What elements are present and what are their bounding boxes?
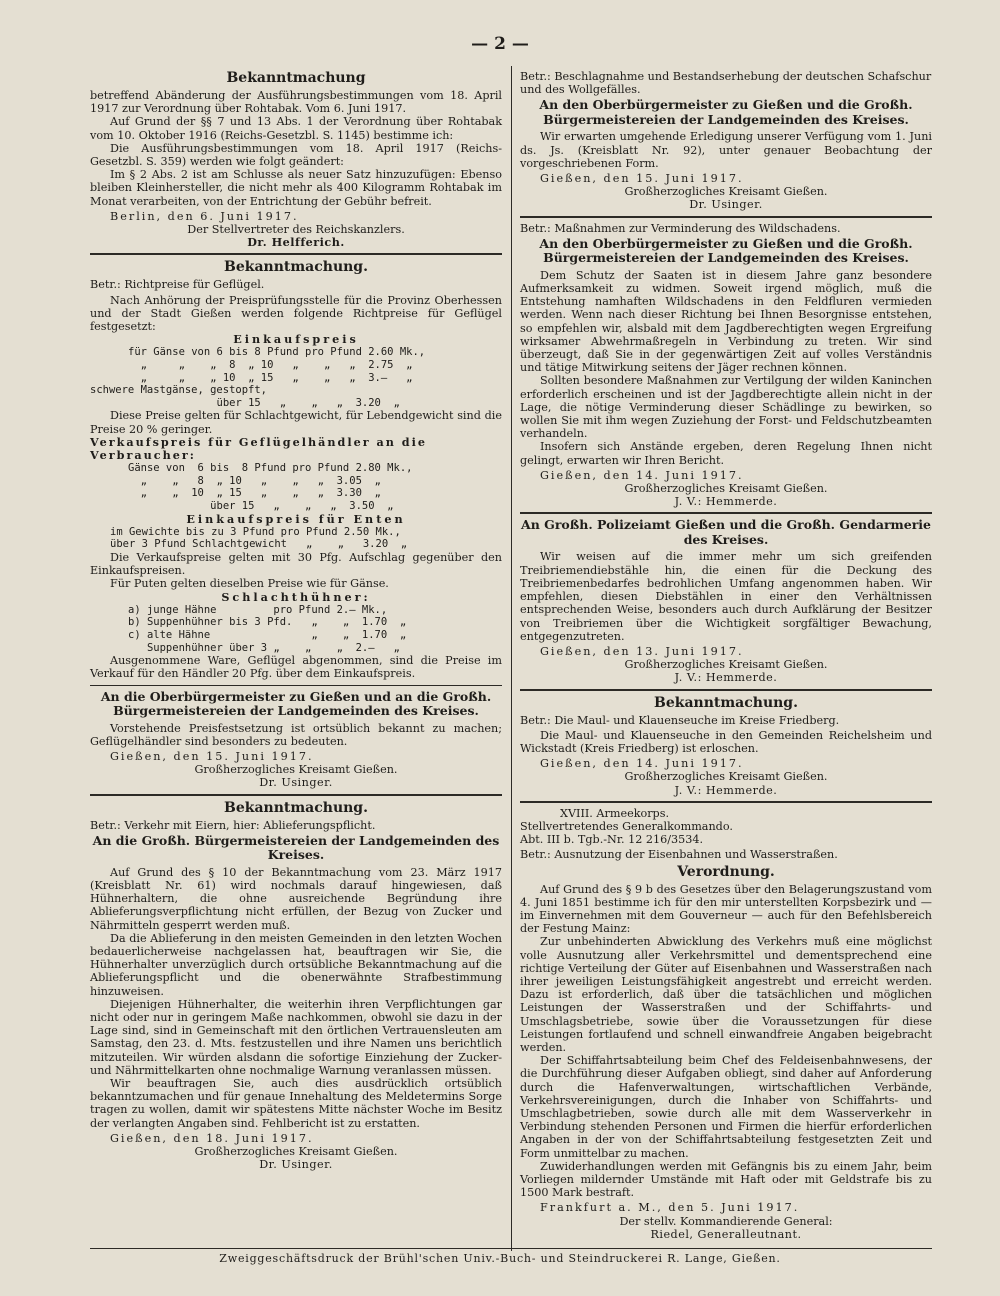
notice-maulseuche	[520, 695, 932, 797]
paragraph: Auf Grund der §§ 7 und 13 Abs. 1 der Verordnung über Rohtabak vom 10. Oktober 1916 (Reichs-Gesetzbl. S. 1145) bestimme ich:	[90, 115, 502, 142]
notice-richtpreise-gefluegel	[90, 259, 502, 680]
section-title: Bekanntmachung.	[224, 259, 368, 276]
issuing-office: Großherzogliches Kreisamt Gießen.	[624, 770, 828, 784]
notice-treibriemen	[520, 518, 932, 684]
price-line: b) Suppenhühner bis 3 Pfd. „ „ 1.70 „	[128, 616, 407, 629]
subject-line: Betr.: Verkehr mit Eiern, hier: Ablieferungspflicht.	[90, 818, 376, 832]
section-title: Bekanntmachung.	[224, 799, 368, 816]
paragraph: Nach Anhörung der Preisprüfungsstelle für die Provinz Oberhessen und der Stadt Gießen werden folgende Richtpreise für Geflügel festgesetzt:	[90, 293, 502, 334]
subject-line: Betr.: Ausnutzung der Eisenbahnen und Wasserstraßen.	[520, 848, 838, 862]
paragraph: Insofern sich Anstände ergeben, deren Regelung Ihnen nicht gelingt, erwarten wir Ihren Bericht.	[520, 440, 932, 467]
addressee: An den Oberbürgermeister zu Gießen und die Großh. Bürgermeistereien der Landgemeinden des Kreises.	[539, 97, 913, 127]
section-rule	[520, 801, 932, 803]
price-line: „ „ 8 „ 10 „ „ „ 3.05 „	[128, 474, 381, 487]
addressee: An die Oberbürgermeister zu Gießen und an die Großh. Bürgermeistereien der Landgemeinden des Kreises.	[100, 688, 492, 719]
section-rule	[520, 512, 932, 514]
left-column	[90, 68, 502, 1171]
price-line: „ „ „ 10 „ 15 „ „ „ 3.— „	[128, 371, 413, 384]
price-line: über 15 „ „ „ 3.50 „	[128, 500, 394, 513]
section-title: Verordnung.	[677, 863, 775, 880]
section-title: Bekanntmachung	[226, 70, 366, 86]
command-header: Stellvertretendes Generalkommando.	[520, 819, 733, 833]
paragraph: Vorstehende Preisfestsetzung ist ortsüblich bekannt zu machen; Geflügelhändler sind besonders zu bedeuten.	[90, 721, 502, 748]
place-date: Berlin, den 6. Juni 1917.	[110, 209, 299, 223]
command-header: XVIII. Armeekorps.	[560, 806, 670, 820]
paragraph: Der Schiffahrtsabteilung beim Chef des Feldeisenbahnwesens, der die Durchführung dieser Aufgaben obliegt, sind daher auf Anforderung durch die Hafenverwaltungen, wirtschaftlichen Verbände, Verkehrsvereinigungen, durch die Inhaber von Schiffahrts- und Umschlagbetrieben, sowie durch alle mit dem Wasserverkehr in Verbindung stehenden Personen und Firmen die hierfür erforderlichen Angaben in der von der Schiffahrtsabteilung festgesetzten Zeit und Form unmittelbar zu machen.	[520, 1054, 932, 1160]
section-rule	[90, 253, 502, 255]
paragraph: Im § 2 Abs. 2 ist am Schlusse als neuer Satz hinzuzufügen: Ebenso bleiben Kleinhersteller, die nicht mehr als 400 Kilogramm Rohtabak im Monat verarbeiten, von der Entrichtung der Gebühr befreit.	[90, 168, 502, 208]
section-rule	[90, 794, 502, 796]
price-line: „ „ „ 8 „ 10 „ „ „ 2.75 „	[128, 359, 413, 372]
right-column	[520, 68, 932, 1241]
price-heading: Einkaufspreis	[233, 332, 359, 347]
signature: Dr. Helfferich.	[247, 235, 345, 250]
place-date: Gießen, den 13. Juni 1917.	[540, 644, 744, 658]
subject-line: Betr.: Beschlagnahme und Bestandserhebung der deutschen Schafschur und des Wollgefälles.	[520, 70, 932, 97]
notice-wildschaden	[520, 222, 932, 509]
addressee: An die Großh. Bürgermeistereien der Landgemeinden des Kreises.	[92, 832, 500, 863]
issuing-office: Der stellv. Kommandierende General:	[619, 1214, 833, 1228]
price-line: schwere Mastgänse, gestopft,	[90, 384, 268, 397]
paragraph: Wir erwarten umgehende Erledigung unserer Verfügung vom 1. Juni ds. Js. (Kreisblatt Nr. 92), unter genauer Beobachtung der vorgeschriebenen Form.	[520, 130, 932, 170]
notice-preisfestsetzung	[90, 690, 502, 790]
place-date: Gießen, den 14. Juni 1917.	[540, 468, 744, 482]
paragraph: Zuwiderhandlungen werden mit Gefängnis bis zu einem Jahr, beim Vorliegen mildernder Umstände mit Haft oder mit Geldstrafe bis zu 1500 Mark bestraft.	[520, 1159, 932, 1200]
subject-line: Betr.: Die Maul- und Klauenseuche im Kreise Friedberg.	[520, 713, 840, 727]
notice-verordnung-wasserstrassen	[520, 807, 932, 1241]
command-header: Abt. III b. Tgb.-Nr. 12 216/3534.	[520, 833, 704, 847]
place-date: Gießen, den 18. Juni 1917.	[110, 1131, 314, 1145]
paragraph: betreffend Abänderung der Ausführungsbestimmungen vom 18. April 1917 zur Verordnung über Rohtabak. Vom 6. Juni 1917.	[90, 89, 502, 116]
paragraph: Die Verkaufspreise gelten mit 30 Pfg. Aufschlag gegenüber den Einkaufspreisen.	[90, 551, 502, 578]
price-heading: Einkaufspreis für Enten	[186, 511, 406, 526]
paragraph: Wir beauftragen Sie, auch dies ausdrücklich ortsüblich bekanntzumachen und für genaue Innehaltung des Meldetermins Sorge tragen zu wollen, damit wir spätestens Mitte nächster Woche im Besitz der verlangten Angaben sind. Fehlbericht ist zu erstatten.	[90, 1077, 502, 1130]
section-rule	[90, 685, 502, 686]
paragraph: Da die Ablieferung in den meisten Gemeinden in den letzten Wochen bedauerlicherweise nachgelassen hat, beauftragen wir Sie, die Hühnerhalter unverzüglich durch ortsübliche Bekanntmachung auf die Ablieferungspflicht und die obenerwähnte Strafbestimmung hinzuweisen.	[90, 931, 502, 998]
place-date: Frankfurt a. M., den 5. Juni 1917.	[540, 1201, 800, 1215]
signature: Dr. Usinger.	[259, 776, 333, 790]
paragraph: Diejenigen Hühnerhalter, die weiterhin ihren Verpflichtungen gar nicht oder nur in geringem Maße nachkommen, obwohl sie dazu in der Lage sind, sind in Gemeinschaft mit den örtlichen Vertrauensleuten am Samstag, den 23. d. Mts. festzustellen und ihre Namen uns berichtlich mitzuteilen. Wir würden alsdann die sofortige Einziehung der Zucker- und Nährmittelkarten ohne nochmalige Warnung veranlassen müssen.	[90, 997, 502, 1077]
price-line: Gänse von 6 bis 8 Pfund pro Pfund 2.80 Mk.,	[128, 462, 413, 475]
issuing-office: Großherzogliches Kreisamt Gießen.	[194, 1145, 398, 1159]
place-date: Gießen, den 15. Juni 1917.	[540, 172, 744, 186]
price-line: Suppenhühner über 3 „ „ „ 2.— „	[128, 641, 400, 654]
section-rule	[520, 689, 932, 691]
signature: Riedel, Generalleutnant.	[650, 1227, 802, 1241]
signature: J. V.: Hemmerde.	[674, 671, 778, 685]
price-line: a) junge Hähne pro Pfund 2.— Mk.,	[128, 603, 388, 616]
notice-schafschur	[520, 70, 932, 212]
section-rule	[520, 216, 932, 218]
price-line: c) alte Hähne „ „ 1.70 „	[128, 629, 407, 641]
paragraph: Sollten besondere Maßnahmen zur Vertilgung der wilden Kaninchen erforderlich erscheinen und ist der Jagdberechtigte allein nicht in der Lage, die nötige Verminderung dieser Schädlinge zu bewirken, so wollen Sie mit ihm wegen Zuziehung der Forst- und Feldschutzbeamten verhandeln.	[520, 374, 932, 441]
paragraph: Wir weisen auf die immer mehr um sich greifenden Treibriemendiebstähle hin, die einen für die Deckung des Treibriemenbedarfes bedrohlichen Umfang angenommen haben. Wir empfehlen, diesen Diebstählen in einer den Verhältnissen entsprechenden Weise, besonders auch durch Aufklärung der Besitzer von Treibriemen über die Wichtigkeit sorgfältiger Bewachung, entgegenzutreten.	[520, 550, 932, 643]
page-number: — 2 —	[471, 34, 529, 54]
subject-line: Betr.: Richtpreise für Geflügel.	[90, 278, 265, 292]
place-date: Gießen, den 15. Juni 1917.	[110, 750, 314, 763]
paragraph: Die Maul- und Klauenseuche in den Gemeinden Reichelsheim und Wickstadt (Kreis Friedberg) ist erloschen.	[520, 728, 932, 755]
column-divider	[511, 66, 512, 1251]
printer-footer: Zweiggeschäftsdruck der Brühl'schen Univ.-Buch- und Steindruckerei R. Lange, Gießen.	[219, 1252, 781, 1265]
subject-line: Betr.: Maßnahmen zur Verminderung des Wildschadens.	[520, 221, 841, 235]
price-heading: Verkaufspreis für Geflügelhändler an die Verbraucher:	[90, 434, 427, 463]
section-title: Bekanntmachung.	[654, 694, 798, 711]
issuing-office: Großherzogliches Kreisamt Gießen.	[624, 658, 828, 672]
price-line: über 3 Pfund Schlachtgewicht „ „ 3.20 „	[110, 538, 408, 551]
signature: J. V.: Hemmerde.	[674, 495, 778, 509]
paragraph: Auf Grund des § 9 b des Gesetzes über den Belagerungszustand vom 4. Juni 1851 bestimme ich für den mir unterstellten Korpsbezirk und — im Einvernehmen mit dem Gouverneur — auch für den Befehlsbereich der Festung Mainz:	[520, 882, 932, 936]
paragraph: Die Ausführungsbestimmungen vom 18. April 1917 (Reichs-Gesetzbl. S. 359) werden wie folgt geändert:	[90, 141, 502, 169]
signature: Dr. Usinger.	[689, 198, 763, 212]
issuing-office: Großherzogliches Kreisamt Gießen.	[624, 482, 828, 496]
issuing-office: Der Stellvertreter des Reichskanzlers.	[187, 223, 405, 237]
issuing-office: Großherzogliches Kreisamt Gießen.	[194, 763, 398, 777]
notice-eier	[90, 800, 502, 1172]
addressee: An Großh. Polizeiamt Gießen und die Großh. Gendarmerie des Kreises.	[521, 517, 931, 547]
price-line: über 15 „ „ „ 3.20 „	[128, 396, 400, 409]
footer-rule	[90, 1248, 932, 1249]
price-line: „ „ 10 „ 15 „ „ „ 3.30 „	[128, 487, 381, 500]
signature: J. V.: Hemmerde.	[674, 783, 778, 797]
price-line: für Gänse von 6 bis 8 Pfund pro Pfund 2.60 Mk.,	[128, 346, 426, 359]
paragraph: Ausgenommene Ware, Geflügel abgenommen, sind die Preise im Verkauf für den Händler 20 Pfg. über dem Einkaufspreis.	[90, 654, 502, 681]
paragraph: Für Puten gelten dieselben Preise wie für Gänse.	[110, 577, 389, 591]
price-heading: Schlachthühner:	[221, 589, 371, 604]
paragraph: Zur unbehinderten Abwicklung des Verkehrs muß eine möglichst volle Ausnutzung aller Verkehrsmittel und dementsprechend eine richtige Verteilung der Güter auf Eisenbahnen und Wasserstraßen nach ihrer jeweiligen Leistungsfähigkeit angestrebt und erreicht werden. Dazu ist erforderlich, daß über die tatsächlichen und möglichen Leistungen der Wasserstraßen und der Schiffahrts- und Umschlagsbetriebe, sowie über die Voraussetzungen für diese Leistungen fortlaufend und schnell einwandfreie Angaben beigebracht werden.	[520, 935, 932, 1054]
paragraph: Auf Grund des § 10 der Bekanntmachung vom 23. März 1917 (Kreisblatt Nr. 61) wird nochmals darauf hingewiesen, daß Hühnerhaltern, die ohne ausreichende Begründung ihre Ablieferungsverpflichtung nicht erfüllen, der Bezug von Zucker und Nährmitteln gesperrt werden muß.	[90, 865, 502, 932]
signature: Dr. Usinger.	[259, 1158, 333, 1172]
issuing-office: Großherzogliches Kreisamt Gießen.	[624, 185, 828, 199]
notice-rohtabak	[90, 70, 502, 249]
paragraph: Dem Schutz der Saaten ist in diesem Jahre ganz besondere Aufmerksamkeit zu widmen. Soweit irgend möglich, muß die Entstehung namhaften Wildschadens in den Feldfluren vermieden werden. Wenn nach dieser Richtung bei Ihnen Besorgnisse entstehen, so empfehlen wir, alsbald mit dem Jagdberechtigten wegen Ergreifung wirksamer Abwehrmaßregeln in Verbindung zu treten. Wir sind überzeugt, daß Sie in der gegenwärtigen Zeit auf volles Verständnis und tätige Mitwirkung seitens der Jäger rechnen können.	[520, 268, 932, 375]
addressee: An den Oberbürgermeister zu Gießen und die Großh. Bürgermeistereien der Landgemeinden des Kreises.	[539, 235, 913, 266]
place-date: Gießen, den 14. Juni 1917.	[540, 757, 744, 771]
price-line: im Gewichte bis zu 3 Pfund pro Pfund 2.50 Mk.,	[110, 525, 401, 538]
paragraph: Diese Preise gelten für Schlachtgewicht, für Lebendgewicht sind die Preise 20 % geringer.	[90, 409, 502, 436]
